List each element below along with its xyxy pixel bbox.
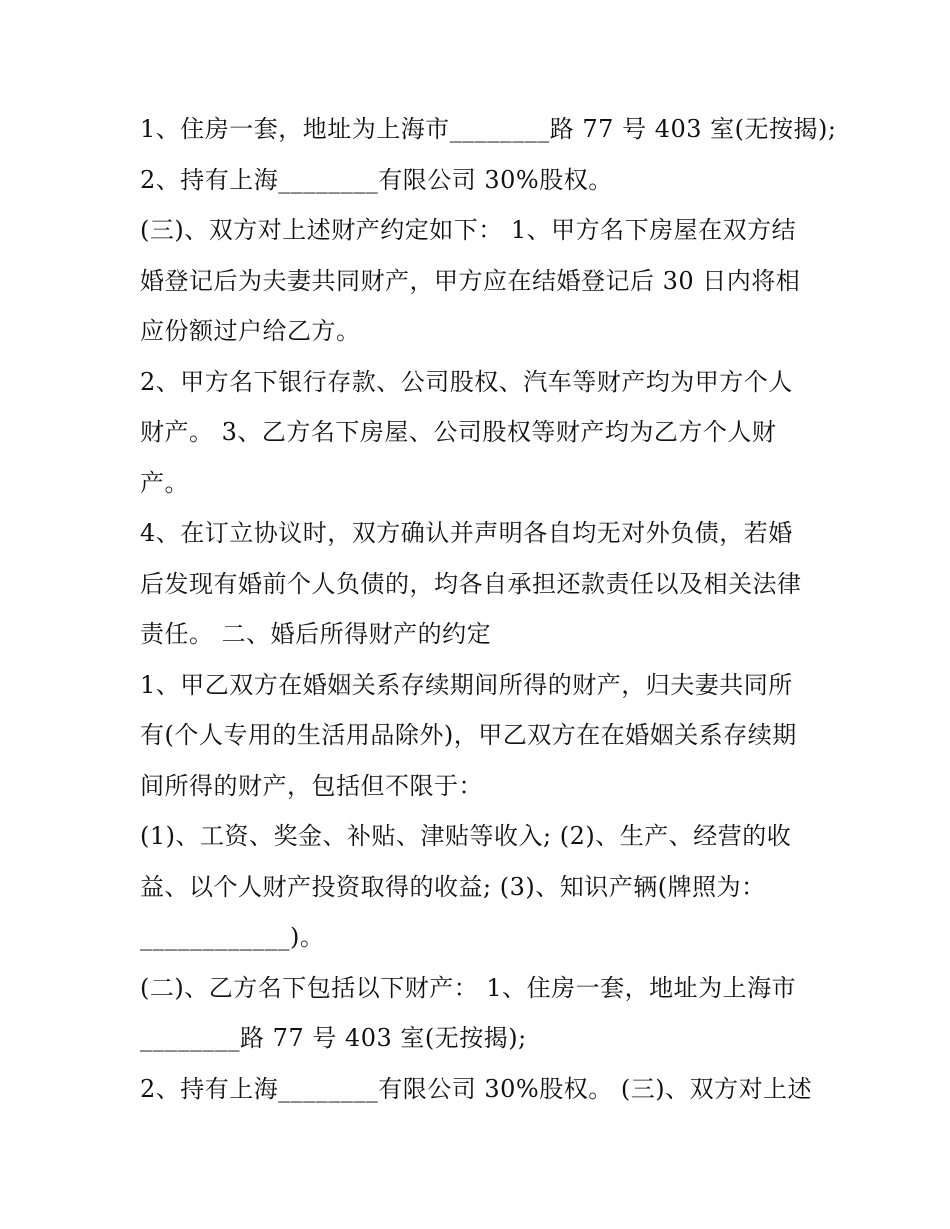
text-line: 婚登记后为夫妻共同财产，甲方应在结婚登记后 30 日内将相 [140,266,801,295]
text-line: 2、甲方名下银行存款、公司股权、汽车等财产均为甲方个人 [140,367,793,396]
text-line: 有(个人专用的生活用品除外)，甲乙双方在在婚姻关系存续期 [140,721,797,749]
text-line: 2、持有上海________有限公司 30%股权。 [140,165,613,194]
text-line: 4、在订立协议时，双方确认并声明各自均无对外负债，若婚 [140,519,793,547]
text-line: 产。 [140,468,189,497]
text-line: ____________)。 [140,923,325,951]
text-line: 应份额过户给乙方。 [140,317,361,345]
text-line: 益、以个人财产投资取得的收益; (3)、知识产辆(牌照为： [140,872,766,901]
text-line: (三)、双方对上述财产约定如下： 1、甲方名下房屋在双方结 [140,216,797,244]
text-line: 1、甲乙双方在婚姻关系存续期间所得的财产，归夫妻共同所 [140,670,793,699]
text-line: 1、住房一套，地址为上海市________路 77 号 403 室(无按揭); [140,115,837,143]
text-line: (二)、乙方名下包括以下财产： 1、住房一套，地址为上海市 [140,973,797,1002]
text-line: (1)、工资、奖金、补贴、津贴等收入; (2)、生产、经营的收 [140,822,792,850]
text-line: 财产。 3、乙方名下房屋、公司股权等财产均为乙方个人财 [140,418,777,446]
text-line: 间所得的财产，包括但不限于： [140,771,483,800]
document-body [140,104,837,1114]
text-line: 后发现有婚前个人负债的，均各自承担还款责任以及相关法律 [140,569,802,598]
text-line: 责任。 二、婚后所得财产的约定 [140,620,492,648]
text-line: 2、持有上海________有限公司 30%股权。 (三)、双方对上述 [140,1074,813,1103]
text-line: ________路 77 号 403 室(无按揭); [140,1024,527,1052]
